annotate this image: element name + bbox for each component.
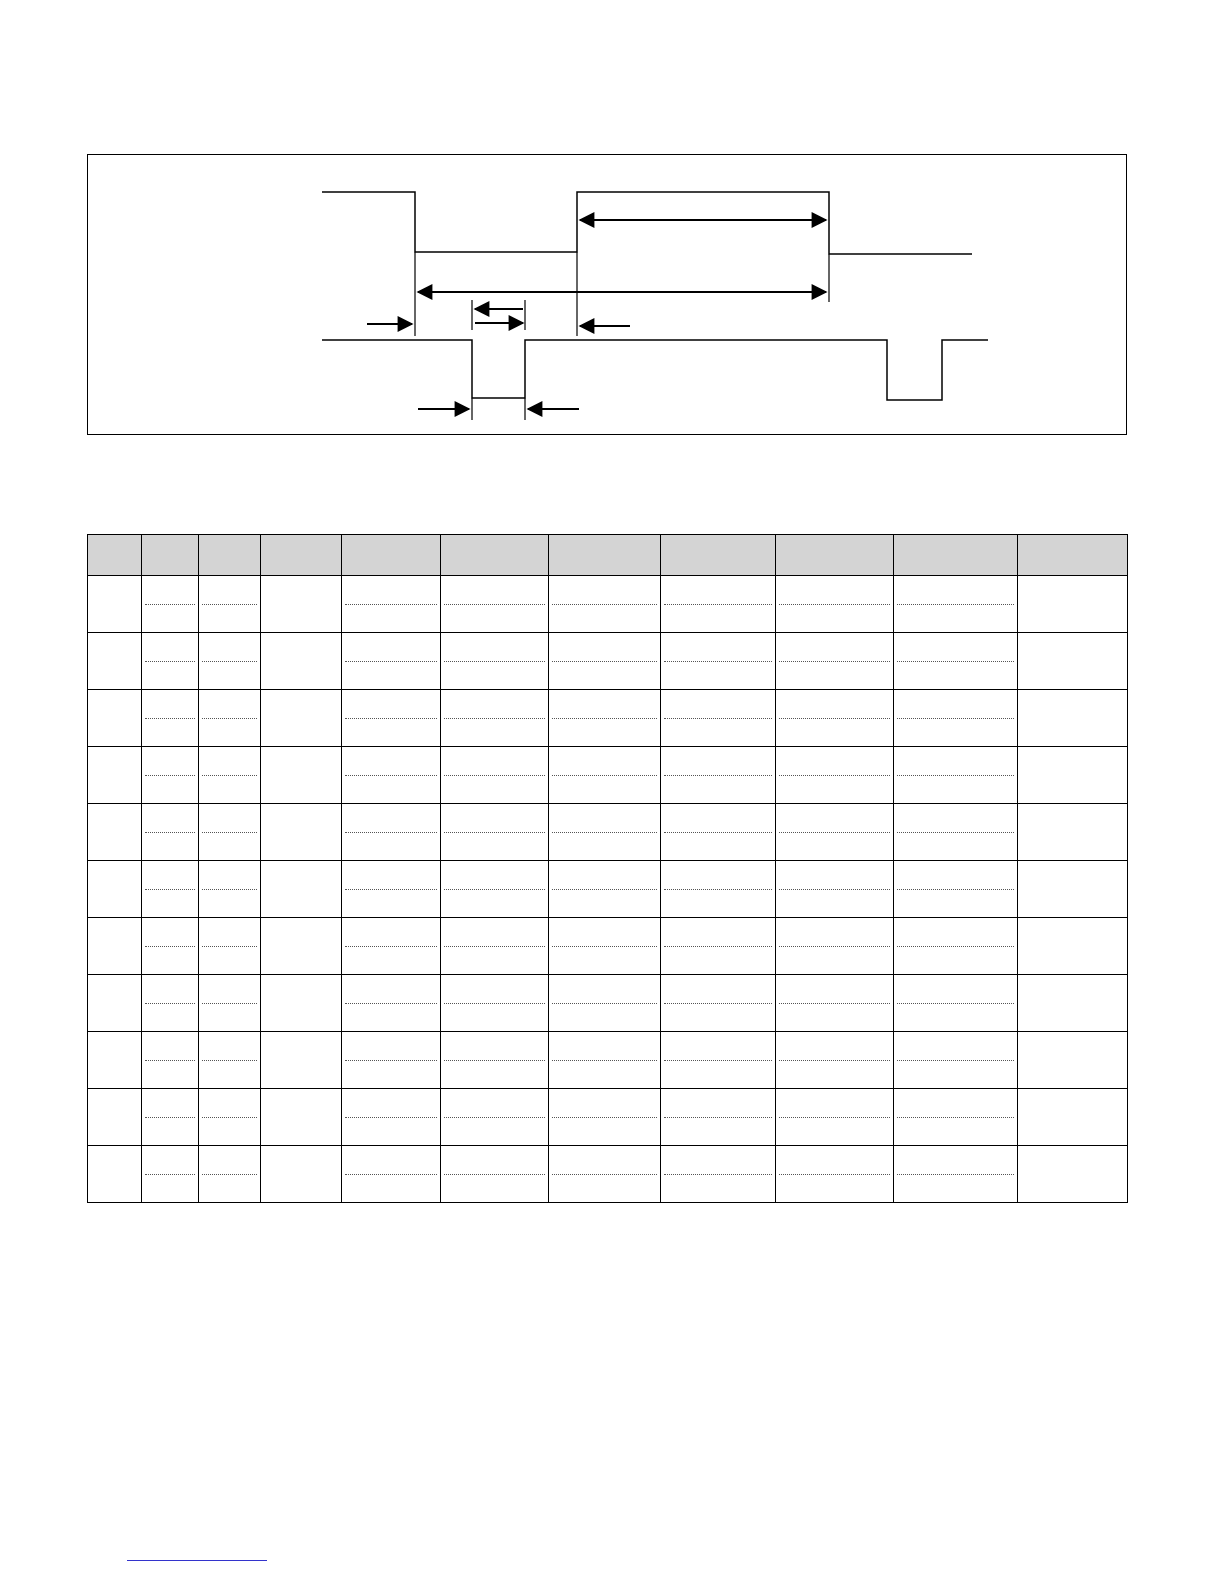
table-cell: [142, 604, 199, 633]
table-cell: [1018, 804, 1128, 861]
table-cell: [661, 1174, 776, 1203]
table-cell: [776, 690, 894, 719]
table-cell: [776, 718, 894, 747]
table-cell: [88, 1089, 142, 1146]
table-cell: [441, 1032, 549, 1061]
table-cell: [261, 1146, 342, 1203]
table-cell: [88, 861, 142, 918]
table-row: [88, 576, 1128, 605]
table-cell: [142, 1003, 199, 1032]
table-cell: [142, 918, 199, 947]
table-cell: [142, 889, 199, 918]
header-cell: [142, 535, 199, 576]
table-cell: [199, 861, 261, 890]
table-cell: [342, 1174, 441, 1203]
table-cell: [261, 1089, 342, 1146]
table-cell: [549, 832, 661, 861]
table-cell: [342, 1032, 441, 1061]
table-cell: [661, 832, 776, 861]
table-cell: [142, 1089, 199, 1118]
header-cell: [1018, 535, 1128, 576]
table-cell: [661, 1117, 776, 1146]
table-cell: [199, 832, 261, 861]
table-row: [88, 1174, 1128, 1203]
table-row: [88, 775, 1128, 804]
table-row: [88, 1032, 1128, 1061]
table-cell: [441, 832, 549, 861]
table-cell: [1018, 918, 1128, 975]
table-cell: [342, 661, 441, 690]
table-row: [88, 975, 1128, 1004]
table-cell: [894, 1060, 1018, 1089]
table-cell: [441, 1174, 549, 1203]
table-row: [88, 1089, 1128, 1118]
table-cell: [776, 918, 894, 947]
table-cell: [661, 889, 776, 918]
table-cell: [342, 747, 441, 776]
table-cell: [776, 1032, 894, 1061]
table-body: [88, 576, 1128, 1203]
table-cell: [661, 1003, 776, 1032]
table-cell: [1018, 1032, 1128, 1089]
table-cell: [199, 775, 261, 804]
table-row: [88, 633, 1128, 662]
table-cell: [776, 1003, 894, 1032]
table-cell: [342, 633, 441, 662]
table-cell: [441, 747, 549, 776]
table-cell: [342, 804, 441, 833]
table-cell: [661, 690, 776, 719]
table-row: [88, 861, 1128, 890]
table-cell: [661, 861, 776, 890]
table-cell: [549, 1146, 661, 1175]
table-cell: [441, 975, 549, 1004]
table-cell: [441, 576, 549, 605]
table-cell: [142, 1174, 199, 1203]
table-cell: [142, 661, 199, 690]
table-cell: [894, 1089, 1018, 1118]
table-cell: [661, 1060, 776, 1089]
table-cell: [776, 1146, 894, 1175]
table-cell: [549, 1089, 661, 1118]
table-cell: [342, 832, 441, 861]
header-cell: [441, 535, 549, 576]
table-cell: [776, 946, 894, 975]
table-cell: [88, 1032, 142, 1089]
table-cell: [441, 661, 549, 690]
table-cell: [342, 1146, 441, 1175]
table-cell: [776, 604, 894, 633]
table-cell: [1018, 633, 1128, 690]
table-cell: [661, 918, 776, 947]
header-cell: [549, 535, 661, 576]
table-cell: [776, 775, 894, 804]
table-row: [88, 946, 1128, 975]
table-cell: [894, 918, 1018, 947]
timing-parameter-table: [87, 534, 1128, 1203]
table-cell: [1018, 1089, 1128, 1146]
table-cell: [441, 1089, 549, 1118]
table-cell: [549, 946, 661, 975]
table-cell: [199, 918, 261, 947]
header-cell: [199, 535, 261, 576]
table-cell: [661, 804, 776, 833]
table-cell: [776, 861, 894, 890]
table-cell: [894, 1146, 1018, 1175]
table-cell: [661, 604, 776, 633]
table-cell: [142, 832, 199, 861]
table-cell: [261, 861, 342, 918]
table-cell: [894, 804, 1018, 833]
header-cell: [661, 535, 776, 576]
table-cell: [199, 690, 261, 719]
table-cell: [549, 604, 661, 633]
table-cell: [441, 1146, 549, 1175]
table-cell: [342, 690, 441, 719]
header-cell: [894, 535, 1018, 576]
table-cell: [549, 747, 661, 776]
table-cell: [142, 804, 199, 833]
table-cell: [199, 1032, 261, 1061]
table-cell: [142, 861, 199, 890]
table-cell: [894, 832, 1018, 861]
table-cell: [88, 918, 142, 975]
table-cell: [776, 633, 894, 662]
table-cell: [1018, 576, 1128, 633]
table-cell: [142, 975, 199, 1004]
table-cell: [199, 975, 261, 1004]
table-header-row: [88, 535, 1128, 576]
table-cell: [894, 1003, 1018, 1032]
table-cell: [776, 975, 894, 1004]
table-cell: [199, 1146, 261, 1175]
table-cell: [441, 1003, 549, 1032]
table-cell: [776, 1174, 894, 1203]
table-cell: [441, 633, 549, 662]
table-cell: [549, 633, 661, 662]
table-cell: [441, 889, 549, 918]
table-cell: [549, 804, 661, 833]
table-cell: [199, 1117, 261, 1146]
table-cell: [199, 889, 261, 918]
table-row: [88, 718, 1128, 747]
table-cell: [661, 946, 776, 975]
table-cell: [199, 604, 261, 633]
table-cell: [894, 576, 1018, 605]
table-cell: [199, 747, 261, 776]
table-cell: [894, 1117, 1018, 1146]
table-row: [88, 1117, 1128, 1146]
table-cell: [342, 1003, 441, 1032]
table-cell: [776, 576, 894, 605]
header-cell: [342, 535, 441, 576]
table-cell: [549, 1032, 661, 1061]
table-cell: [894, 604, 1018, 633]
table-cell: [199, 1003, 261, 1032]
table-cell: [261, 918, 342, 975]
table-row: [88, 604, 1128, 633]
table-cell: [776, 1060, 894, 1089]
table-cell: [549, 918, 661, 947]
table-row: [88, 804, 1128, 833]
table-cell: [441, 946, 549, 975]
table-cell: [142, 946, 199, 975]
table-cell: [199, 718, 261, 747]
table-cell: [88, 804, 142, 861]
table-row: [88, 1146, 1128, 1175]
table-cell: [661, 975, 776, 1004]
table-cell: [261, 975, 342, 1032]
table-cell: [894, 661, 1018, 690]
table-cell: [342, 975, 441, 1004]
table-cell: [199, 1174, 261, 1203]
table-cell: [142, 690, 199, 719]
table-cell: [441, 861, 549, 890]
table-cell: [88, 576, 142, 633]
table-cell: [776, 804, 894, 833]
table-cell: [776, 1117, 894, 1146]
table-cell: [661, 1146, 776, 1175]
table-row: [88, 832, 1128, 861]
table-cell: [894, 747, 1018, 776]
table-cell: [549, 690, 661, 719]
table-row: [88, 1060, 1128, 1089]
table-row: [88, 1003, 1128, 1032]
table-cell: [661, 633, 776, 662]
table-cell: [88, 975, 142, 1032]
table-cell: [88, 690, 142, 747]
table-cell: [894, 690, 1018, 719]
table-cell: [661, 661, 776, 690]
table-cell: [199, 1089, 261, 1118]
table-cell: [142, 1117, 199, 1146]
table-cell: [549, 661, 661, 690]
table-cell: [894, 1174, 1018, 1203]
table-cell: [549, 1117, 661, 1146]
table-cell: [88, 1146, 142, 1203]
table-cell: [549, 861, 661, 890]
table-cell: [261, 804, 342, 861]
table-cell: [441, 775, 549, 804]
table-cell: [1018, 975, 1128, 1032]
timing-diagram-frame: [87, 154, 1127, 435]
table-cell: [199, 633, 261, 662]
table-cell: [894, 946, 1018, 975]
table-row: [88, 918, 1128, 947]
table-cell: [549, 1060, 661, 1089]
table-cell: [894, 889, 1018, 918]
table-cell: [661, 747, 776, 776]
table-cell: [894, 633, 1018, 662]
table-cell: [142, 576, 199, 605]
table-cell: [142, 775, 199, 804]
table-cell: [199, 946, 261, 975]
table-cell: [776, 747, 894, 776]
table-cell: [342, 918, 441, 947]
header-cell: [776, 535, 894, 576]
table-cell: [549, 975, 661, 1004]
table-cell: [342, 604, 441, 633]
table-cell: [142, 718, 199, 747]
table-cell: [661, 576, 776, 605]
table-cell: [776, 1089, 894, 1118]
table-cell: [441, 690, 549, 719]
table-cell: [441, 1060, 549, 1089]
table-cell: [1018, 747, 1128, 804]
table-cell: [261, 690, 342, 747]
table-cell: [342, 861, 441, 890]
header-cell: [88, 535, 142, 576]
table-cell: [776, 661, 894, 690]
table-cell: [261, 633, 342, 690]
table-cell: [261, 1032, 342, 1089]
table-cell: [1018, 690, 1128, 747]
table-cell: [776, 832, 894, 861]
table-cell: [261, 747, 342, 804]
table-cell: [894, 1032, 1018, 1061]
table-cell: [894, 975, 1018, 1004]
table-cell: [342, 775, 441, 804]
table-row: [88, 661, 1128, 690]
table-cell: [1018, 861, 1128, 918]
table-cell: [549, 1174, 661, 1203]
table-cell: [88, 633, 142, 690]
table-cell: [894, 775, 1018, 804]
table-row: [88, 690, 1128, 719]
table-cell: [549, 889, 661, 918]
table-cell: [894, 861, 1018, 890]
table-cell: [549, 1003, 661, 1032]
table-cell: [261, 576, 342, 633]
footer-link-underline[interactable]: [127, 1560, 267, 1561]
table-cell: [342, 1060, 441, 1089]
table-cell: [199, 804, 261, 833]
table-cell: [199, 1060, 261, 1089]
table-cell: [441, 1117, 549, 1146]
table-cell: [199, 661, 261, 690]
table-cell: [142, 1146, 199, 1175]
table-row: [88, 747, 1128, 776]
table-row: [88, 889, 1128, 918]
table-cell: [142, 747, 199, 776]
table-cell: [142, 1032, 199, 1061]
table-cell: [142, 1060, 199, 1089]
table-cell: [441, 604, 549, 633]
table-cell: [342, 946, 441, 975]
table-cell: [342, 718, 441, 747]
table-cell: [142, 633, 199, 662]
table-cell: [776, 889, 894, 918]
table-cell: [441, 718, 549, 747]
table-cell: [441, 918, 549, 947]
table-cell: [1018, 1146, 1128, 1203]
table-cell: [342, 1089, 441, 1118]
table-cell: [441, 804, 549, 833]
table-cell: [342, 576, 441, 605]
table-cell: [661, 1089, 776, 1118]
table-cell: [661, 1032, 776, 1061]
table-cell: [549, 718, 661, 747]
table-cell: [549, 576, 661, 605]
table-cell: [661, 775, 776, 804]
table-cell: [894, 718, 1018, 747]
table-cell: [549, 775, 661, 804]
table-cell: [88, 747, 142, 804]
table-cell: [199, 576, 261, 605]
table-cell: [342, 889, 441, 918]
table-cell: [661, 718, 776, 747]
header-cell: [261, 535, 342, 576]
table-cell: [342, 1117, 441, 1146]
